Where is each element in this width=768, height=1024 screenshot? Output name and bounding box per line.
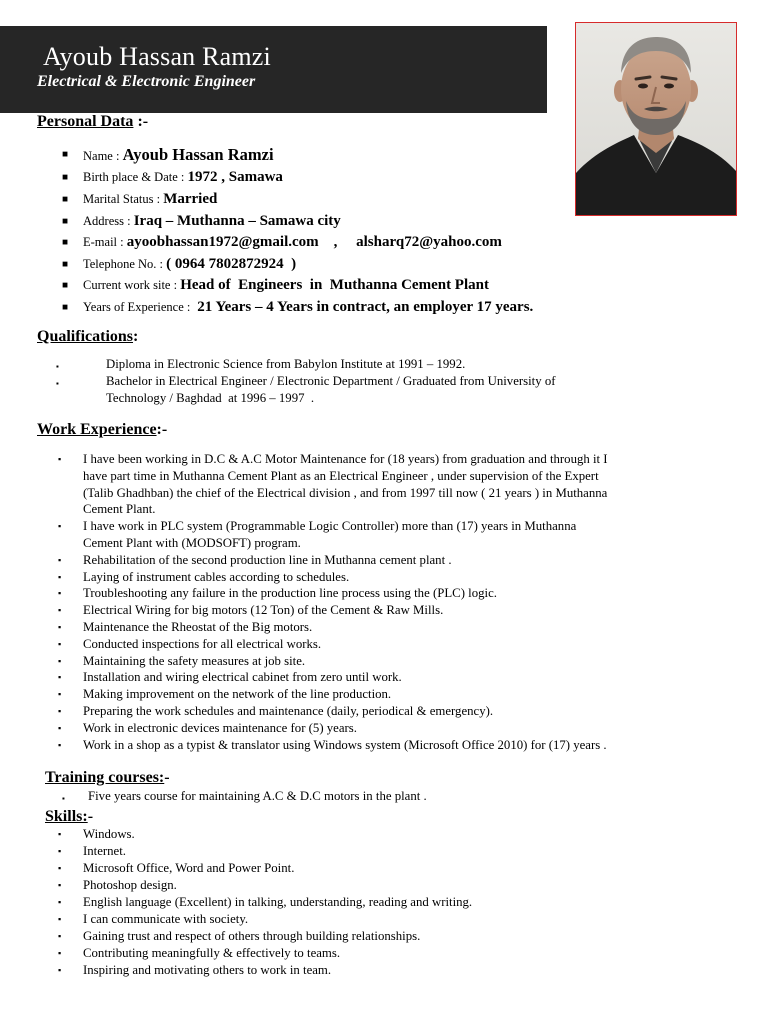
personal-item-value: Ayoub Hassan Ramzi [122, 145, 274, 164]
bullet-icon: ▪ [58, 655, 62, 666]
work-experience-text: Laying of instrument cables according to schedules. [83, 569, 350, 584]
qualification-item: Bachelor in Electrical Engineer / Electronic Department / Graduated from University of [106, 374, 556, 388]
personal-item-label: Birth place & Date : [83, 170, 188, 184]
bullet-icon: ▪ [58, 571, 62, 582]
personal-item-label: Name : [83, 149, 123, 163]
work-experience-text: Maintaining the safety measures at job site. [83, 653, 306, 668]
skills-heading [45, 808, 93, 826]
work-experience-text: Work in a shop as a typist & translator using Windows system (Microsoft Office 2010) for (17) years . [83, 737, 607, 752]
personal-data-heading [37, 113, 148, 131]
skill-text: Inspiring and motivating others to work in team. [83, 963, 332, 977]
bullet-icon: ▪ [58, 722, 62, 733]
personal-item-label: Marital Status : [83, 192, 164, 206]
skill-text: Internet. [83, 844, 126, 858]
work-experience-text: have part time in Muthanna Cement Plant as an Electrical Engineer , under supervision of the Expert [83, 468, 599, 483]
qualification-item-continued: Technology / Baghdad at 1996 – 1997 . [106, 391, 315, 405]
personal-item-value: Iraq – Muthanna – Samawa city [133, 213, 341, 229]
bullet-icon: ▪ [58, 965, 62, 975]
work-experience-heading [37, 421, 167, 439]
skills-heading-suffix: - [87, 808, 94, 825]
personal-data-heading-suffix: :- [133, 113, 149, 130]
bullet-icon: ■ [62, 237, 69, 248]
training-heading [45, 769, 170, 787]
personal-item-label: Current work site : [83, 278, 181, 292]
work-experience-text: Preparing the work schedules and maintenance (daily, periodical & emergency). [83, 704, 494, 718]
skill-text: Gaining trust and respect of others through building relationships. [83, 929, 421, 943]
training-heading-suffix: - [164, 769, 170, 786]
bullet-icon: ▪ [58, 706, 62, 716]
personal-item-value: 21 Years – 4 Years in contract, an employer 17 years. [193, 299, 534, 315]
header-name: Ayoub Hassan Ramzi [43, 42, 271, 71]
bullet-icon: ▪ [58, 672, 62, 683]
portrait-photo [575, 22, 737, 216]
bullet-icon: ▪ [58, 846, 62, 856]
skill-text: Windows. [83, 827, 135, 841]
skill-text: Photoshop design. [83, 878, 177, 892]
bullet-icon: ▪ [58, 588, 62, 599]
bullet-icon: ▪ [58, 521, 62, 532]
work-experience-text: I have been working in D.C & A.C Motor Maintenance for (18 years) from graduation and through it I [83, 452, 608, 466]
personal-item-label: E-mail : [83, 235, 127, 249]
training-item: Five years course for maintaining A.C & D.C motors in the plant . [88, 789, 427, 803]
bullet-icon: ▪ [58, 897, 62, 907]
work-experience-heading-suffix: :- [156, 421, 168, 438]
personal-item-value: ( 0964 7802872924 ) [166, 256, 297, 272]
work-experience-text: I have work in PLC system (Programmable Logic Controller) more than (17) years in Muthanna [83, 519, 577, 534]
work-experience-text: Work in electronic devices maintenance for (5) years. [83, 720, 357, 735]
work-experience-text: Making improvement on the network of the line production. [83, 687, 392, 702]
qualification-item: Diploma in Electronic Science from Babylon Institute at 1991 – 1992. [106, 357, 466, 371]
skill-text: Contributing meaningfully & effectively to teams. [83, 946, 341, 960]
work-experience-heading-text: Work Experience [37, 421, 157, 438]
bullet-icon: ■ [62, 194, 69, 205]
header-banner [0, 26, 547, 113]
bullet-icon: ▪ [58, 454, 62, 464]
personal-data-heading-text: Personal Data [37, 113, 134, 130]
work-experience-text: Troubleshooting any failure in the production line process using the (PLC) logic. [83, 586, 497, 601]
personal-item-label: Years of Experience : [83, 300, 194, 314]
personal-item-value: Married [163, 191, 218, 207]
work-experience-text: Installation and wiring electrical cabinet from zero until work. [83, 670, 402, 685]
skill-text: English language (Excellent) in talking, understanding, reading and writing. [83, 895, 473, 909]
email-link[interactable]: ayoobhassan1972@gmail.com , alsharq72@yahoo.com [126, 234, 502, 250]
bullet-icon: ■ [62, 149, 69, 160]
work-experience-text: Cement Plant with (MODSOFT) program. [83, 536, 301, 550]
qualifications-heading [37, 328, 138, 346]
bullet-icon: ▪ [58, 622, 62, 632]
skill-text: I can communicate with society. [83, 912, 249, 926]
bullet-icon: ▪ [58, 605, 62, 616]
bullet-icon: ■ [62, 259, 69, 270]
bullet-icon: ▪ [62, 794, 65, 803]
header-subtitle: Electrical & Electronic Engineer [37, 73, 256, 90]
personal-item-value: 1972 , Samawa [187, 169, 283, 185]
personal-item-label: Telephone No. : [83, 257, 167, 271]
qualifications-heading-suffix: : [133, 328, 139, 345]
bullet-icon: ■ [62, 280, 69, 291]
bullet-icon: ▪ [56, 362, 59, 371]
work-experience-text: Maintenance the Rheostat of the Big motors. [83, 620, 313, 634]
bullet-icon: ▪ [58, 554, 62, 565]
skill-text: Microsoft Office, Word and Power Point. [83, 861, 295, 875]
work-experience-text: (Talib Ghadhban) the chief of the Electrical division , and from 1997 till now ( 21 years ) in Muthanna [83, 485, 608, 500]
bullet-icon: ■ [62, 172, 69, 183]
training-heading-text: Training courses: [45, 769, 165, 786]
bullet-icon: ▪ [58, 829, 62, 839]
skills-heading-text: Skills: [45, 808, 88, 825]
bullet-icon: ■ [62, 216, 69, 227]
bullet-icon: ▪ [56, 379, 59, 388]
personal-item-label: Address : [83, 214, 134, 228]
bullet-icon: ▪ [58, 689, 62, 700]
bullet-icon: ■ [62, 302, 69, 313]
work-experience-text: Cement Plant. [83, 502, 156, 517]
qualifications-heading-text: Qualifications [37, 328, 134, 345]
bullet-icon: ▪ [58, 931, 62, 941]
bullet-icon: ▪ [58, 739, 62, 750]
work-experience-text: Electrical Wiring for big motors (12 Ton) of the Cement & Raw Mills. [83, 603, 444, 618]
bullet-icon: ▪ [58, 638, 62, 649]
personal-item-value: Head of Engineers in Muthanna Cement Plant [180, 277, 489, 293]
work-experience-text: Rehabilitation of the second production line in Muthanna cement plant . [83, 552, 452, 567]
bullet-icon: ▪ [58, 863, 62, 873]
bullet-icon: ▪ [58, 914, 62, 924]
bullet-icon: ▪ [58, 880, 62, 890]
bullet-icon: ▪ [58, 948, 62, 958]
work-experience-text: Conducted inspections for all electrical works. [83, 636, 322, 651]
